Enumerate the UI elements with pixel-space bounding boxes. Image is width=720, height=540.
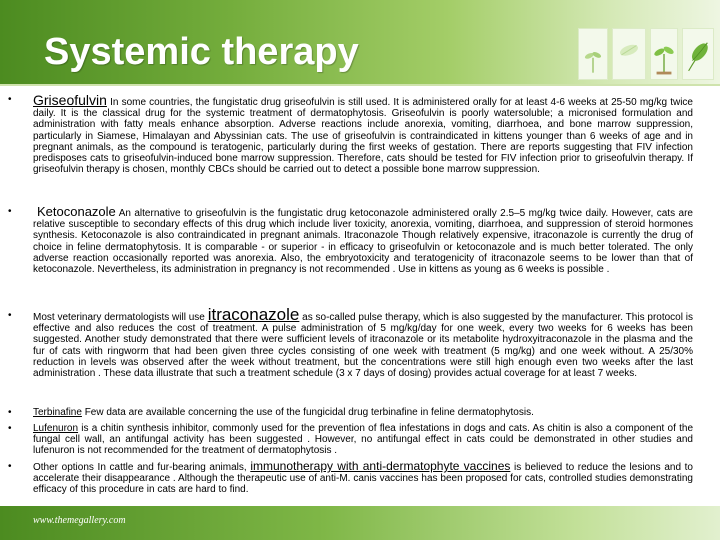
bullet-marker: • [8,94,12,105]
bullet-other-options [33,460,693,496]
footer-website: www.themegallery.com [33,515,126,526]
term-terbinafine: Terbinafine [33,407,82,418]
term-itraconazole: itraconazole [207,305,300,324]
bullet-marker: • [8,407,12,418]
bullet-text-lead: Most veterinary dermatologists will use [33,312,205,323]
bullet-text-lead: Other options In cattle and fur-bearing animals, [33,462,247,473]
bullet-terbinafine [33,407,693,418]
bullet-marker: • [8,461,12,472]
header-divider [0,84,720,86]
leaf-sprout-icon [650,28,678,80]
bullet-text: In some countries, the fungistatic drug griseofulvin is still used. It is administered orally for at least 4-6 weeks at 25-50 mg/kg twice daily. It is the classical drug for the systemic treatment of dermatophytosis. Griseofulvin is poorly watersoluble; a micronised formulation and administration with fatty meals enhance absorption. Adverse reactions include anorexia, vomiting, diarrhoea, and bone marrow suppression, particularly in Siamese, Himalayan and Abyssinian cats. The use of griseofulvin is contraindicated in kittens younger than 6 weeks of age and in pregnant animals, as the compound is teratogenic, particularly during the first weeks of gestation. There are reports suggesting that FIV infection predisposes cats to griseofulvin-induced bone marrow suppression. Therefore, cats should be tested for FIV infection prior to griseofulvin therapy. If griseofulvin therapy is chosen, monthly CBCs should be carried out to detect a possible bone marrow suppression. [33,97,693,176]
term-griseofulvin: Griseofulvin [33,92,107,108]
leaf-sprout-icon [578,28,608,80]
leaf-sprout-icon [682,28,714,80]
bullet-marker: • [8,423,12,434]
bullet-griseofulvin [33,93,693,175]
bullet-text: Few data are available concerning the use of the fungicidal drug terbinafine in feline dermatophytosis. [84,407,534,418]
term-lufenuron: Lufenuron [33,423,79,434]
header-banner [0,0,720,84]
leaf-sprout-icon [612,28,646,80]
bullet-marker: • [8,310,12,321]
bullet-itraconazole [33,306,693,379]
slide-title: Systemic therapy [44,31,359,73]
footer-banner [0,506,720,540]
term-ketoconazole: Ketoconazole [37,204,116,219]
bullet-text: is believed to reduce the lesions and to accelerate their disappearance . Although the therapeutic use of anti-M. canis vaccines has been proposed for cats, controlled studies demonstrating efficacy of this procedure in cats are hard to find. [33,462,693,496]
bullet-text: as so-called pulse therapy, which is also suggested by the manufacturer. This protocol is effective and also reduces the cost of treatment. A pulse administration of 5 mg/kg/day for one week, every two weeks for 6 weeks has been suggested. Another study demonstrated that there were sufficient levels of itraconazole or its metabolite hydroxyitraconazole in the plasma and the fur of cats with ringworm that had been given three cycles consisting of one week with treatment (5 mg/kg) and one week without. A 25/30% reduction in levels was observed after the week without treatment, but the concentrations were still high enough even two weeks after the last administration . These data illustrate that such a treatment schedule (3 x 7 days of dosing) provides actual coverage for at least 7 weeks. [33,312,694,380]
bullet-marker: • [8,206,12,217]
bullet-text: An alternative to griseofulvin is the fungistatic drug ketoconazole administered orally 2.5–5 mg/kg twice daily. However, cats are relative susceptible to secondary effects of this drug which include liver toxicity, anorexia, vomiting, diarrhoea, and suppression of steroid hormones synthesis. Ketoconazole is also contraindicated in pregnant animals. Itraconazole Though relatively expensive, itraconazole is currently the drug of choice in feline dermatophytosis. It is comparable - or superior - in efficacy to griseofulvin or ketoconazole and is much better tolerated. The only adverse reaction occasionally reported was anorexia. Also, the embryotoxicity and teratogenicity of itraconazole seems to be lower than that of ketoconazole. Nevertheless, its administration in pregnancy is not recommended . Use in kittens as young as 6 weeks is possible . [33,208,693,276]
bullet-lufenuron [33,423,693,457]
term-immunotherapy: immunotherapy with anti-dermatophyte vaccines [250,459,511,473]
bullet-ketoconazole [33,205,693,275]
bullet-text: is a chitin synthesis inhibitor, commonly used for the prevention of flea infestations in dogs and cats. As chitin is also a component of the fungal cell wall, an antifungal activity has been suggested . However, no antifungal effect in cats could be demonstrated in other studies and lufenuron is not recommended for the treatment of dermatophytosis . [33,423,693,457]
